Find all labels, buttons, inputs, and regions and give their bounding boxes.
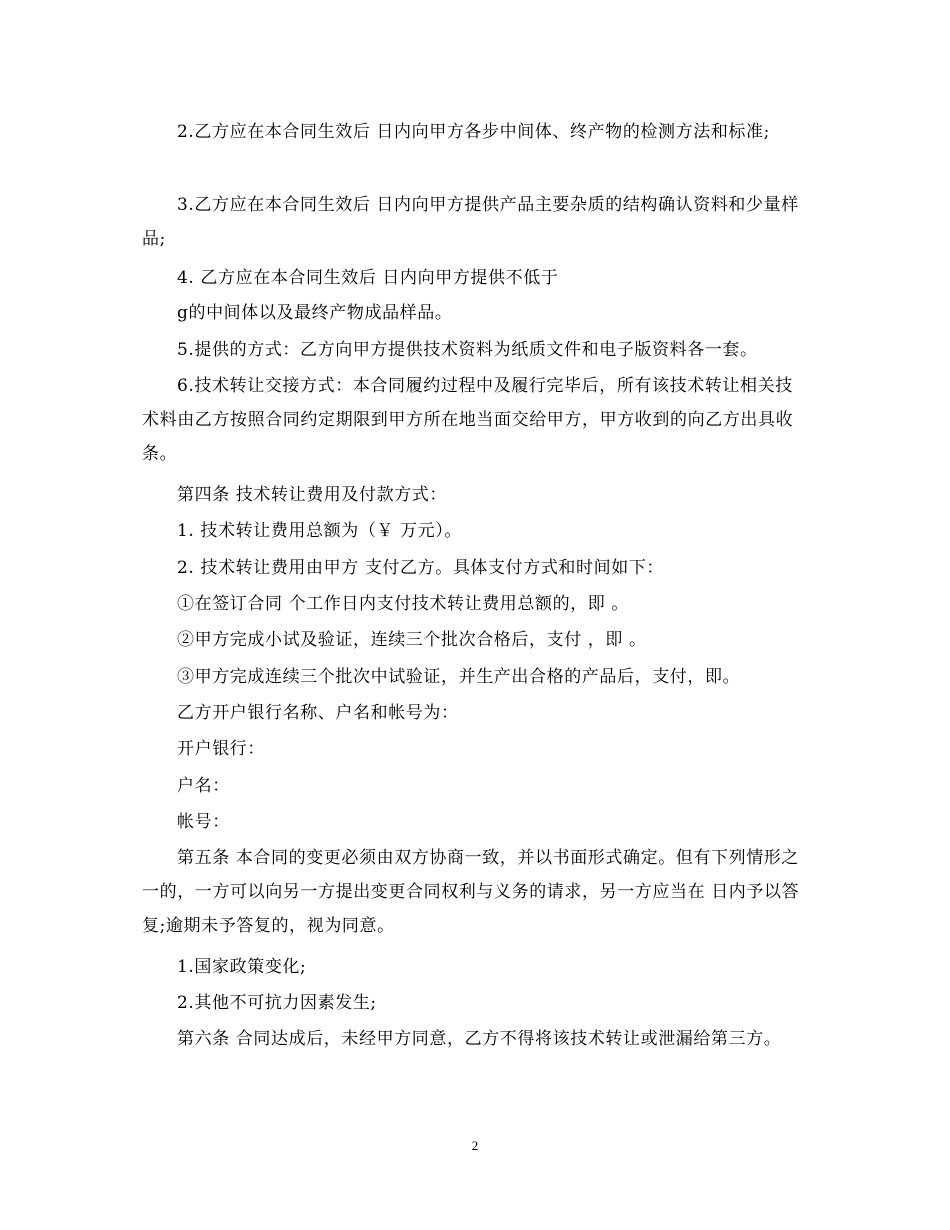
bank-info-heading: 乙方开户银行名称、户名和帐号为： [177, 703, 459, 723]
paragraph-clause-3-4-continued: g的中间体以及最终产物成品样品。 [177, 303, 453, 323]
paragraph-clause-5-2: 2.其他不可抗力因素发生; [177, 993, 377, 1013]
paragraph-clause-3-3: 3.乙方应在本合同生效后 日内向甲方提供产品主要杂质的结构确认资料和少量样品; [142, 195, 799, 249]
paragraph-clause-3-2: 2.乙方应在本合同生效后 日内向甲方各步中间体、终产物的检测方法和标准; [177, 122, 770, 142]
paragraph-clause-5-1: 1.国家政策变化; [177, 957, 307, 977]
account-number-label: 帐号： [177, 812, 230, 832]
paragraph-clause-3-6: 6.技术转让交接方式：本合同履约过程中及履行完毕后，所有该技术转让相关技术料由乙方按照合同约定期限到甲方所在地当面交给甲方，甲方收到的向乙方出具收条。 [142, 376, 794, 464]
paragraph-clause-4-1: 1. 技术转让费用总额为（￥ 万元）。 [177, 521, 462, 541]
page-number: 2 [471, 1138, 479, 1153]
paragraph-clause-4-2: 2. 技术转让费用由甲方 支付乙方。具体支付方式和时间如下： [177, 558, 665, 578]
payment-item-2: ②甲方完成小试及验证，连续三个批次合格后，支付 ，即 。 [177, 630, 647, 650]
paragraph-clause-3-5: 5.提供的方式：乙方向甲方提供技术资料为纸质文件和电子版资料各一套。 [177, 340, 758, 360]
payment-item-1: ①在签订合同 个工作日内支付技术转让费用总额的，即 。 [177, 594, 630, 614]
section-article-5: 第五条 本合同的变更必须由双方协商一致，并以书面形式确定。但有下列情形之一的，一方可以向另一方提出变更合同权利与义务的请求，另一方应当在 日内予以答复;逾期未予答复的，视为同意。 [142, 848, 800, 936]
bank-name-label: 开户银行： [177, 739, 265, 759]
section-heading-article-4: 第四条 技术转让费用及付款方式： [177, 485, 448, 505]
payment-item-3: ③甲方完成连续三个批次中试验证，并生产出合格的产品后，支付，即。 [177, 667, 741, 687]
account-name-label: 户名： [177, 776, 230, 796]
section-article-6: 第六条 合同达成后，未经甲方同意，乙方不得将该技术转让或泄漏给第三方。 [177, 1029, 782, 1049]
paragraph-clause-3-4: 4. 乙方应在本合同生效后 日内向甲方提供不低于 [177, 268, 559, 288]
